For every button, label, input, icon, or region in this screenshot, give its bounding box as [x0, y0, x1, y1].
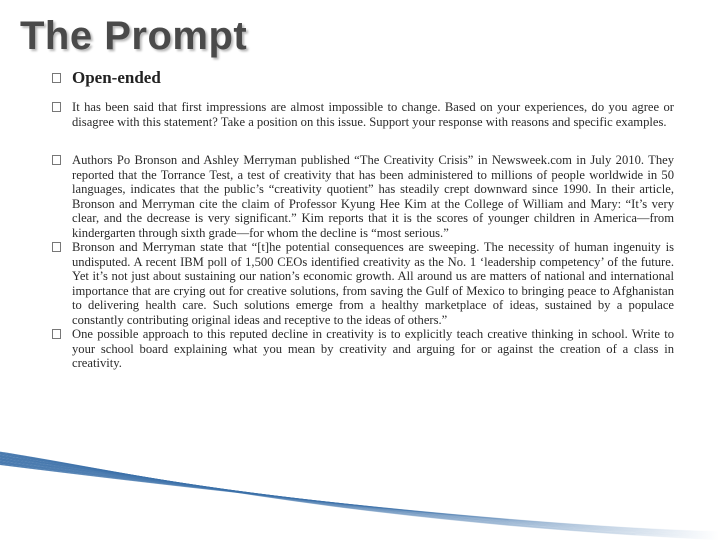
bullet-item-first-impressions	[52, 100, 674, 129]
wave-line	[0, 459, 720, 536]
bullet-item-open-ended	[52, 68, 674, 88]
wave-line	[0, 454, 720, 538]
wave-line	[0, 455, 720, 538]
wave-line	[0, 457, 720, 536]
bullet-item-approach	[52, 327, 674, 371]
bullet-text: Open-ended	[72, 68, 161, 87]
wave-line	[0, 456, 720, 537]
wave-line	[0, 458, 720, 536]
bullet-text: Authors Po Bronson and Ashley Merryman published “The Creativity Crisis” in Newsweek.com in July 2010. They reported that the Torrance Test, a test of creativity that has been administered to millions of people worldwide in 50 languages, indicates that the public’s “creativity quotient” has steadily crept downward since 1990. In their article, Bronson and Merryman cite the claim of Professor Kyung Hee Kim at the College of William and Mary: “It’s very clear, and the decrease is very significant.” Kim reports that it is the scores of younger children in America—from kindergarten through sixth grade—for whom the decline is “most serious.”	[72, 153, 674, 240]
wave-line	[0, 456, 720, 538]
wave-line	[0, 457, 720, 537]
square-bullet-icon	[52, 155, 61, 165]
wave-line	[0, 454, 720, 539]
bullet-item-creativity-crisis	[52, 153, 674, 240]
bullet-list	[52, 68, 674, 371]
square-bullet-icon	[52, 73, 61, 83]
wave-lines	[0, 452, 720, 540]
bullet-item-consequences	[52, 240, 674, 327]
square-bullet-icon	[52, 102, 61, 112]
bullet-text: It has been said that first impressions are almost impossible to change. Based on your experiences, do you agree or disagree with this statement? Take a position on this issue. Support your response with reasons and specific examples.	[72, 100, 674, 129]
slide-title: The Prompt	[20, 14, 248, 58]
bullet-text: One possible approach to this reputed decline in creativity is to explicitly teach creative thinking in school. Write to your school board explaining what you mean by creativity and arguing for or against the creation of a class in creativity.	[72, 327, 674, 370]
bullet-text: Bronson and Merryman state that “[t]he potential consequences are sweeping. The necessity of human ingenuity is undisputed. A recent IBM poll of 1,500 CEOs identified creativity as the No. 1 ‘leadership competency’ of the future. Yet it’s not just about sustaining our nation’s economic growth. All around us are matters of national and international importance that are crying out for creative solutions, from saving the Gulf of Mexico to bringing peace to Afghanistan to delivering health care. Such solutions emerge from a healthy marketplace of ideas, sustained by a populace constantly contributing original ideas and receptive to the ideas of others.”	[72, 240, 674, 327]
wave-decoration	[0, 450, 720, 540]
square-bullet-icon	[52, 242, 61, 252]
square-bullet-icon	[52, 329, 61, 339]
